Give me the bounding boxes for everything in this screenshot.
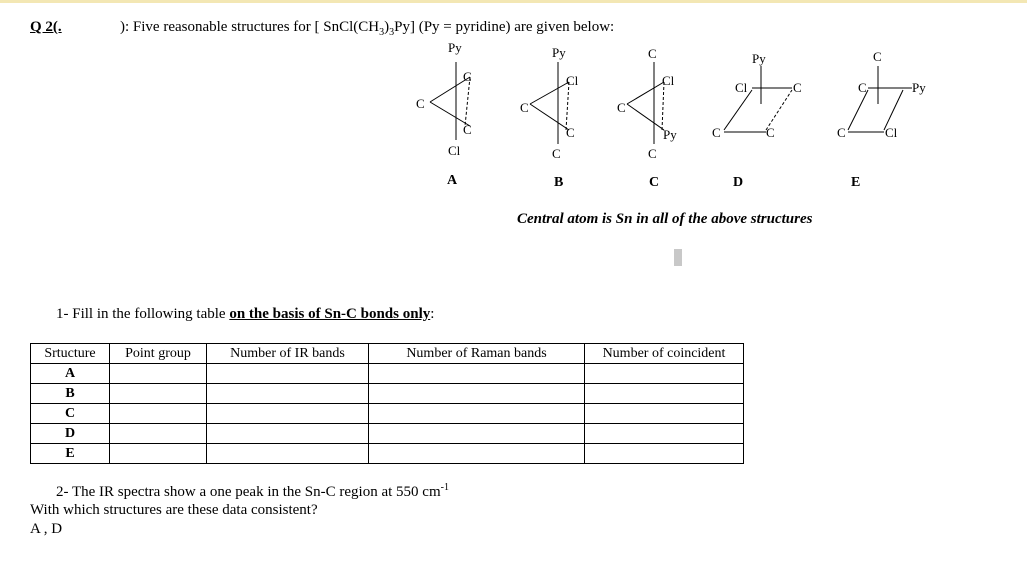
table-row bbox=[31, 364, 744, 384]
header-raman-bands: Number of Raman bands bbox=[369, 344, 585, 364]
cell-raman[interactable] bbox=[369, 444, 585, 464]
c-left: C bbox=[617, 100, 626, 115]
header-coincident: Number of coincident bbox=[585, 344, 744, 364]
part1-instruction: 1- Fill in the following table on the basis of Sn-C bonds only: bbox=[56, 306, 435, 322]
part2-question: 2- The IR spectra show a one peak in the Sn-C region at 550 $cm^{-1}$ bbox=[56, 482, 449, 500]
structure-c bbox=[627, 62, 664, 144]
structure-b bbox=[530, 62, 569, 144]
e-top: C bbox=[873, 49, 882, 64]
cell-raman[interactable] bbox=[369, 404, 585, 424]
cell-coincident[interactable] bbox=[585, 364, 744, 384]
question-number: Q 2(. bbox=[30, 19, 62, 35]
row-structure: D bbox=[31, 424, 110, 444]
header-ir-bands: Number of IR bands bbox=[207, 344, 369, 364]
text-cursor bbox=[674, 249, 682, 266]
e-label: E bbox=[851, 175, 861, 190]
table-row bbox=[31, 384, 744, 404]
e-bottom-right: Cl bbox=[885, 125, 898, 140]
row-structure: E bbox=[31, 444, 110, 464]
structure-e bbox=[848, 66, 912, 132]
d-top: Py bbox=[752, 51, 766, 66]
d-right: C bbox=[793, 80, 802, 95]
answer-table bbox=[30, 343, 744, 464]
cell-ir[interactable] bbox=[207, 444, 369, 464]
row-structure: C bbox=[31, 404, 110, 424]
part2-answer[interactable]: A , D bbox=[30, 521, 63, 537]
row-structure: B bbox=[31, 384, 110, 404]
c-label: C bbox=[649, 175, 660, 190]
cell-ir[interactable] bbox=[207, 364, 369, 384]
c-bottom: C bbox=[648, 146, 657, 161]
structures-figure bbox=[0, 0, 1027, 200]
e-bottom-left: C bbox=[837, 125, 846, 140]
header-structure: Srtucture bbox=[31, 344, 110, 364]
d-bottom-right: C bbox=[766, 125, 775, 140]
cell-ir[interactable] bbox=[207, 424, 369, 444]
table-row bbox=[31, 444, 744, 464]
a-label: A bbox=[447, 173, 458, 188]
b-label: B bbox=[554, 175, 564, 190]
a-front-right: C bbox=[463, 122, 472, 137]
cell-coincident[interactable] bbox=[585, 384, 744, 404]
cell-raman[interactable] bbox=[369, 424, 585, 444]
a-left: C bbox=[416, 96, 425, 111]
header-point-group: Point group bbox=[110, 344, 207, 364]
cell-point-group[interactable] bbox=[110, 404, 207, 424]
structure-d bbox=[724, 66, 792, 132]
cell-point-group[interactable] bbox=[110, 384, 207, 404]
a-back-right: C bbox=[463, 69, 472, 84]
table-row bbox=[31, 424, 744, 444]
cell-coincident[interactable] bbox=[585, 404, 744, 424]
cell-ir[interactable] bbox=[207, 384, 369, 404]
part2-question-line2: With which structures are these data consistent? bbox=[30, 502, 318, 518]
row-structure: A bbox=[31, 364, 110, 384]
a-bottom: Cl bbox=[448, 143, 461, 158]
cell-raman[interactable] bbox=[369, 384, 585, 404]
cell-raman[interactable] bbox=[369, 364, 585, 384]
cell-coincident[interactable] bbox=[585, 444, 744, 464]
cell-point-group[interactable] bbox=[110, 424, 207, 444]
e-left: C bbox=[858, 80, 867, 95]
central-atom-note: Central atom is Sn in all of the above structures bbox=[517, 211, 813, 227]
b-bottom: C bbox=[552, 146, 561, 161]
a-top: Py bbox=[448, 40, 462, 55]
table-header-row bbox=[31, 344, 744, 364]
c-front-right: Py bbox=[663, 127, 677, 142]
b-top: Py bbox=[552, 45, 566, 60]
d-bottom-left: C bbox=[712, 125, 721, 140]
cell-point-group[interactable] bbox=[110, 364, 207, 384]
cell-point-group[interactable] bbox=[110, 444, 207, 464]
b-front-right: C bbox=[566, 125, 575, 140]
c-back-right: Cl bbox=[662, 73, 675, 88]
e-right: Py bbox=[912, 80, 926, 95]
cell-ir[interactable] bbox=[207, 404, 369, 424]
question-text: ): Five reasonable structures for [ $SnCl(CH_3)_3Py$] (Py = pyridine) are given below: bbox=[120, 19, 615, 38]
d-label: D bbox=[733, 175, 744, 190]
d-left: Cl bbox=[735, 80, 748, 95]
b-left: C bbox=[520, 100, 529, 115]
c-top: C bbox=[648, 46, 657, 61]
table-row bbox=[31, 404, 744, 424]
cell-coincident[interactable] bbox=[585, 424, 744, 444]
b-back-right: Cl bbox=[566, 73, 579, 88]
